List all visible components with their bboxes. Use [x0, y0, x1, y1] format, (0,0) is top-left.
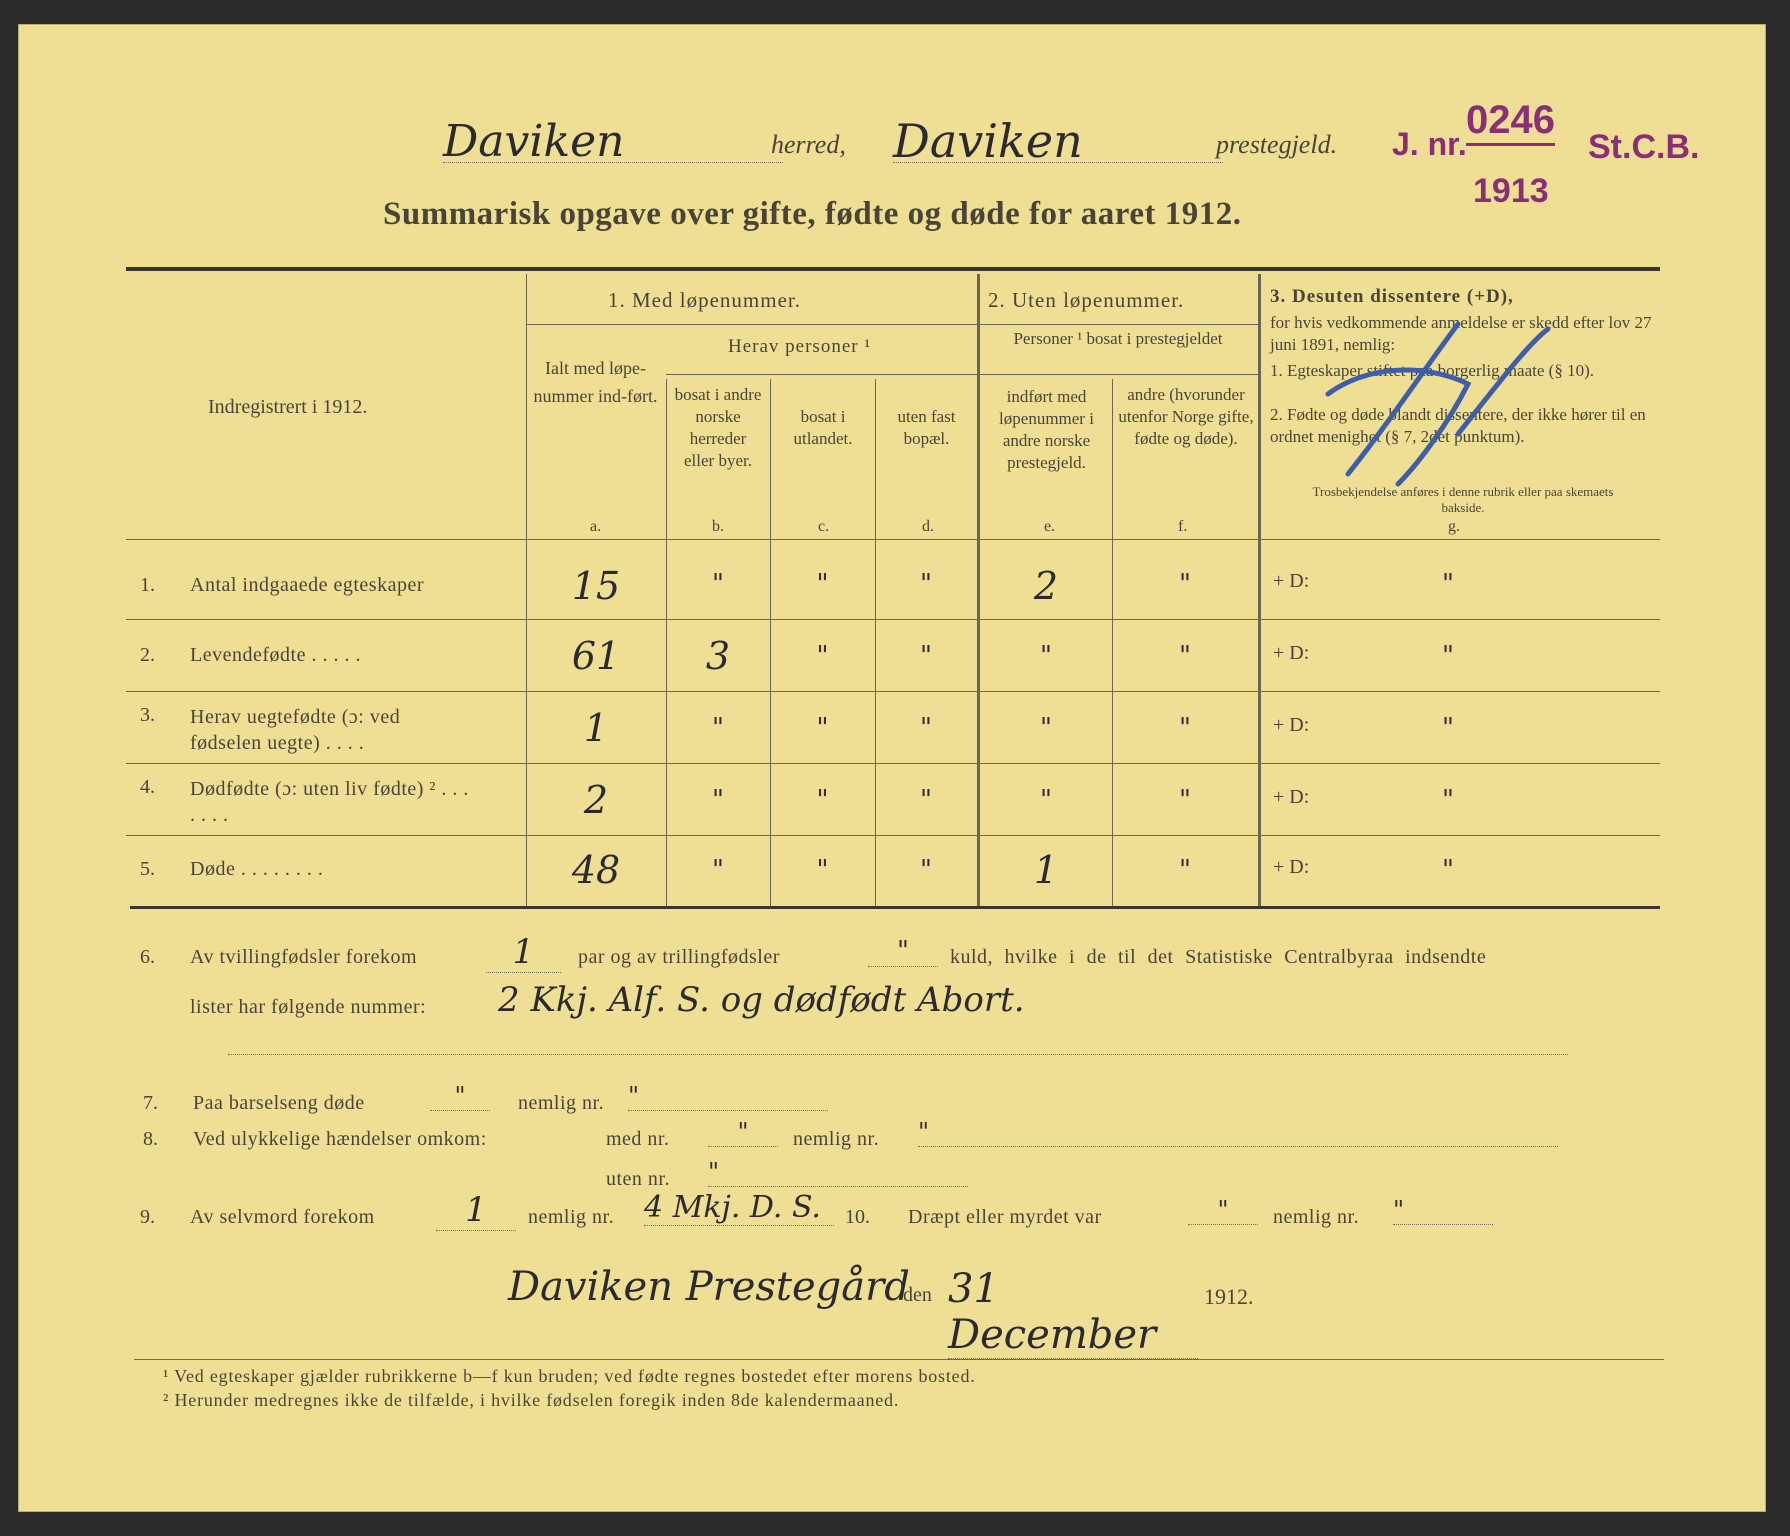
suicide-count-value: 1	[436, 1190, 516, 1231]
table-top-rule	[126, 267, 1660, 271]
col-a-header: Ialt med løpe-nummer ind-ført.	[533, 358, 658, 406]
blue-pencil-mark	[1308, 304, 1568, 514]
row-rule	[126, 835, 1660, 836]
subheader-rule	[526, 324, 977, 325]
group3-item1: 1. Egteskaper stiftet paa borgerlig maate (§ 10).	[1270, 361, 1594, 380]
cell-f: "	[1179, 569, 1191, 599]
section6-text4: lister har følgende nummer:	[190, 996, 427, 1018]
cell-b: 3	[705, 634, 731, 678]
section10-text2: nemlig nr.	[1273, 1206, 1360, 1228]
cell-c: "	[816, 569, 829, 599]
section6-text3: kuld, hvilke i de til det Statistiske Centralbyraa indsendte	[950, 946, 1487, 968]
section6-text1: Av tvillingfødsler forekom	[190, 946, 418, 968]
cell-g: "	[1442, 785, 1454, 815]
stamp-jnr: J. nr.	[1392, 126, 1467, 162]
cell-g: "	[1442, 569, 1454, 599]
date-den-label: den	[903, 1284, 932, 1306]
cell-g: "	[1442, 641, 1454, 671]
col-letter: e.	[1044, 518, 1056, 535]
section8-text3: nemlig nr.	[793, 1128, 880, 1150]
group3-title: 3. Desuten dissentere (+D),	[1270, 286, 1514, 307]
date-year: 1912.	[1204, 1284, 1254, 1309]
cell-c: "	[816, 641, 829, 671]
cell-f: "	[1179, 641, 1191, 671]
herred-value: Daviken	[443, 116, 783, 163]
col-e-header: indført med løpenummer i andre norske prestegjeld.	[999, 387, 1094, 472]
accident-numbers-value: "	[918, 1118, 1558, 1147]
footnote-1: ¹ Ved egteskaper gjælder rubrikkerne b—f kun bruden; ved fødte regnes bostedet efter morens bosted.	[163, 1366, 976, 1386]
subheader-rule	[666, 374, 977, 375]
cell-f: "	[1179, 855, 1191, 885]
section8-text4: uten nr.	[606, 1168, 670, 1190]
cell-a: 61	[571, 634, 621, 678]
cell-g: "	[1442, 713, 1454, 743]
group3-item2: 2. Fødte og døde blandt dissentere, der ikke hører til en ordnet menighet (§ 7, 2det punktum).	[1270, 405, 1646, 446]
form-title: Summarisk opgave over gifte, fødte og døde for aaret 1912.	[383, 196, 1242, 232]
col-letter: d.	[922, 518, 934, 535]
cell-c: "	[816, 855, 829, 885]
cell-e: 2	[1033, 564, 1059, 608]
cell-b: "	[712, 785, 724, 815]
row-label: Dødfødte (ɔ: uten liv fødte) ² . . . . . . .	[190, 778, 469, 826]
suicide-numbers-value: 4 Mkj. D. S.	[644, 1190, 834, 1226]
subheader-rule	[980, 324, 1258, 325]
cell-c: "	[816, 713, 829, 743]
section9-number: 9.	[140, 1206, 155, 1228]
row-label: Døde . . . . . . . .	[190, 858, 324, 880]
childbed-deaths-value: "	[430, 1082, 490, 1111]
twin-list-numbers: 2 Kkj. Alf. S. og dødfødt Abort.	[498, 980, 1025, 1020]
killed-numbers-value: "	[1393, 1196, 1493, 1225]
section8-number: 8.	[143, 1128, 158, 1150]
section7-number: 7.	[143, 1092, 158, 1114]
cell-g: "	[1442, 855, 1454, 885]
cell-e: 1	[1033, 848, 1059, 892]
row-rule	[126, 619, 1660, 620]
accident-with-nr-value: "	[708, 1118, 778, 1147]
row-label: Antal indgaaede egteskaper	[190, 574, 425, 596]
row-number: 5.	[140, 858, 155, 880]
cell-f: "	[1179, 785, 1191, 815]
stamp-year: 1913	[1473, 172, 1549, 210]
col-f-header: andre (hvorunder utenfor Norge gifte, fødte og døde).	[1118, 385, 1254, 448]
table-bottom-rule	[130, 906, 1660, 909]
subheader-rule	[980, 374, 1258, 375]
cell-d: "	[920, 569, 932, 599]
triplets-value: "	[868, 936, 938, 967]
cell-f: "	[1179, 713, 1191, 743]
cell-e: "	[1040, 641, 1052, 671]
section8-text2: med nr.	[606, 1128, 670, 1150]
section6-number: 6.	[140, 946, 155, 968]
cell-e: "	[1040, 713, 1052, 743]
col-c-header: bosat i utlandet.	[793, 407, 853, 448]
footnote-2: ² Herunder medregnes ikke de tilfælde, i hvilke fødselen foregik inden 8de kalendermaaned.	[163, 1390, 900, 1410]
cell-c: "	[816, 785, 829, 815]
prestegjeld-value: Daviken	[893, 114, 1223, 163]
cell-b: "	[712, 713, 724, 743]
childbed-numbers-value: "	[628, 1082, 828, 1111]
dissenter-prefix: + D:	[1273, 714, 1310, 736]
cell-d: "	[920, 855, 932, 885]
section8-text1: Ved ulykkelige hændelser omkom:	[193, 1128, 487, 1150]
dissenter-prefix: + D:	[1273, 642, 1310, 664]
section9-text2: nemlig nr.	[528, 1206, 615, 1228]
group1-label: 1. Med løpenummer.	[608, 288, 801, 312]
footnote-rule	[134, 1359, 1664, 1360]
col-letter: g.	[1448, 518, 1460, 535]
col-d-header: uten fast bopæl.	[897, 407, 956, 448]
cell-d: "	[920, 713, 932, 743]
cell-a: 15	[571, 564, 621, 608]
col-divider	[1258, 274, 1261, 906]
blank-line	[228, 1054, 1568, 1055]
header-bottom-rule	[126, 539, 1660, 540]
herred-label: herred,	[771, 130, 846, 159]
dissenter-prefix: + D:	[1273, 786, 1310, 808]
row-rule	[126, 763, 1660, 764]
stamp-stcb: St.C.B.	[1588, 128, 1700, 166]
stamp-number: 0246	[1466, 98, 1555, 146]
col-letter: a.	[590, 518, 602, 535]
cell-d: "	[920, 785, 932, 815]
row-number: 3.	[140, 704, 155, 726]
cell-a: 1	[583, 706, 609, 750]
row-rule	[126, 691, 1660, 692]
form-sheet	[18, 24, 1766, 1512]
section6-text2: par og av trillingfødsler	[578, 946, 780, 968]
col-letter: c.	[818, 518, 830, 535]
cell-a: 2	[583, 778, 609, 822]
signature-place: Daviken Prestegård	[508, 1264, 910, 1310]
row-label: Levendefødte . . . . .	[190, 644, 361, 666]
twins-value: 1	[486, 932, 561, 973]
group3-text: for hvis vedkommende anmeldelse er skedd efter lov 27 juni 1891, nemlig:	[1270, 313, 1652, 354]
group2-label: 2. Uten løpenummer.	[988, 288, 1185, 312]
section10-number: 10.	[845, 1206, 870, 1228]
cell-b: "	[712, 855, 724, 885]
dissenter-prefix: + D:	[1273, 570, 1310, 592]
col-letter: b.	[712, 518, 724, 535]
row-number: 1.	[140, 574, 155, 596]
date-value: 31 December	[948, 1266, 1198, 1359]
row-number: 2.	[140, 644, 155, 666]
section9-text1: Av selvmord forekom	[190, 1206, 375, 1228]
killed-count-value: "	[1188, 1196, 1258, 1225]
group3-note: Trosbekjendelse anføres i denne rubrik eller paa skemaets bakside.	[1312, 484, 1614, 515]
herav-personer-label: Herav personer ¹	[728, 336, 872, 357]
dissenter-prefix: + D:	[1273, 856, 1310, 878]
row-number: 4.	[140, 776, 155, 798]
section7-text1: Paa barselseng døde	[193, 1092, 365, 1114]
row-label: Herav uegtefødte (ɔ: ved fødselen uegte) . . . .	[190, 706, 401, 754]
row-header-label: Indregistrert i 1912.	[208, 396, 368, 418]
personer-bosat-label: Personer ¹ bosat i prestegjeldet	[1013, 329, 1223, 348]
prestegjeld-label: prestegjeld.	[1216, 130, 1338, 159]
section7-text2: nemlig nr.	[518, 1092, 605, 1114]
accident-without-nr-value: "	[708, 1158, 968, 1187]
cell-b: "	[712, 569, 724, 599]
cell-d: "	[920, 641, 932, 671]
cell-a: 48	[571, 848, 621, 892]
cell-e: "	[1040, 785, 1052, 815]
col-letter: f.	[1178, 518, 1188, 535]
section10-text1: Dræpt eller myrdet var	[908, 1206, 1102, 1228]
col-b-header: bosat i andre norske herreder eller byer.	[674, 385, 762, 470]
